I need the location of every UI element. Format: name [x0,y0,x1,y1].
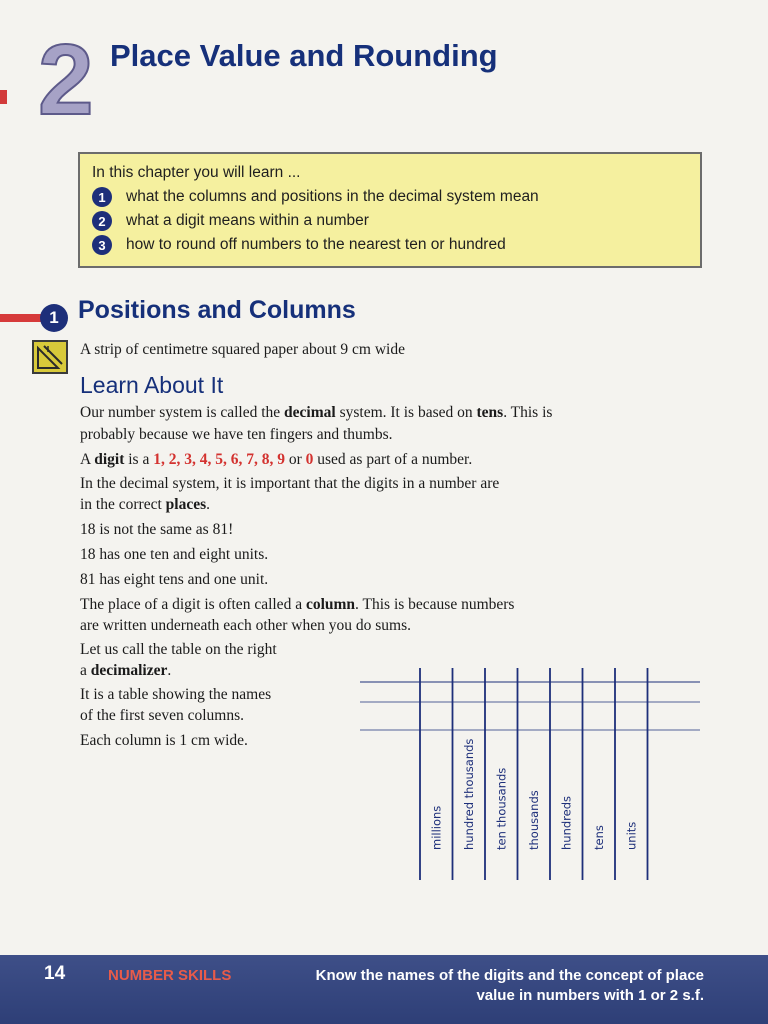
footer-strand-label: NUMBER SKILLS [108,967,232,984]
digit-list: 1, 2, 3, 4, 5, 6, 7, 8, 9 [153,451,285,468]
equipment-text: A strip of centimetre squared paper about 9 cm wide [80,341,405,358]
learn-about-it-heading: Learn About It [80,372,224,398]
chapter-number: 2 [38,24,94,136]
text: The place of a digit is often called a [80,596,306,613]
bold-term: decimal [284,404,336,421]
paragraph-line [80,496,210,514]
equipment-icon [32,340,68,374]
paragraph-line: Each column is 1 cm wide. [80,732,248,749]
footer-description: Know the names of the digits and the concept of place [315,967,704,984]
paragraph-line [80,662,171,680]
text: A [80,451,95,468]
example-line: 81 has eight tens and one unit. [80,571,269,588]
text: . This is because numbers [355,596,515,613]
decimalizer-column-label: units [624,821,639,850]
objective-item [92,187,539,207]
paragraph-line: are written underneath each other when you do sums. [80,617,411,634]
paragraph-line: of the first seven columns. [80,707,245,724]
bold-term: places [165,496,207,513]
bold-term: digit [94,451,125,468]
decimalizer-column-label: ten thousands [494,767,509,850]
paragraph-line: In the decimal system, it is important that the digits in a number are [80,475,500,492]
paragraph-line [80,404,552,422]
page-number: 14 [44,963,66,984]
objective-text: what a digit means within a number [126,212,369,229]
objective-item [92,235,506,255]
objective-item [92,211,369,231]
footer-description: value in numbers with 1 or 2 s.f. [476,987,704,1004]
objective-text: how to round off numbers to the nearest ten or hundred [126,236,506,253]
text: used as part of a number. [313,451,473,468]
objective-text: what the columns and positions in the decimal system mean [126,188,539,205]
bold-term: decimalizer [90,662,168,679]
section-number-badge: 1 [40,304,68,332]
page-footer [0,955,768,1024]
margin-marker [0,90,7,104]
decimalizer-column-label: tens [591,825,606,850]
number-badge: 2 [92,211,112,231]
text: is a [124,451,154,468]
decimalizer-column-label: hundreds [559,795,574,850]
decimalizer-column-label: hundred thousands [461,738,476,850]
number-badge: 1 [92,187,112,207]
bold-term: column [305,596,356,613]
objectives-intro: In this chapter you will learn ... [92,164,301,181]
decimalizer-column-label: millions [429,805,444,850]
text: or [284,451,306,468]
zero-digit: 0 [305,451,314,468]
learning-objectives-box [78,152,702,268]
example-line: 18 has one ten and eight units. [80,546,269,563]
paragraph-line: It is a table showing the names [80,686,272,703]
section-title: Positions and Columns [78,296,356,324]
paragraph-line: Let us call the table on the right [80,641,277,658]
text: . [206,496,210,513]
bold-term: tens [476,404,504,421]
text: system. It is based on [335,404,477,421]
text: a [80,662,91,679]
bleed-through-text [150,70,157,101]
number-badge: 3 [92,235,112,255]
chapter-title: Place Value and Rounding [110,38,498,73]
text: . [167,662,172,679]
text: Our number system is called the [80,404,285,421]
paragraph-line [80,451,472,469]
decimalizer-table [360,668,700,880]
decimalizer-column-label: thousands [526,790,541,850]
text: in the correct [80,496,166,513]
paragraph-line [80,596,514,614]
example-line: 18 is not the same as 81! [80,521,234,538]
text: . This is [503,404,553,421]
paragraph-line: probably because we have ten fingers and thumbs. [80,426,393,443]
